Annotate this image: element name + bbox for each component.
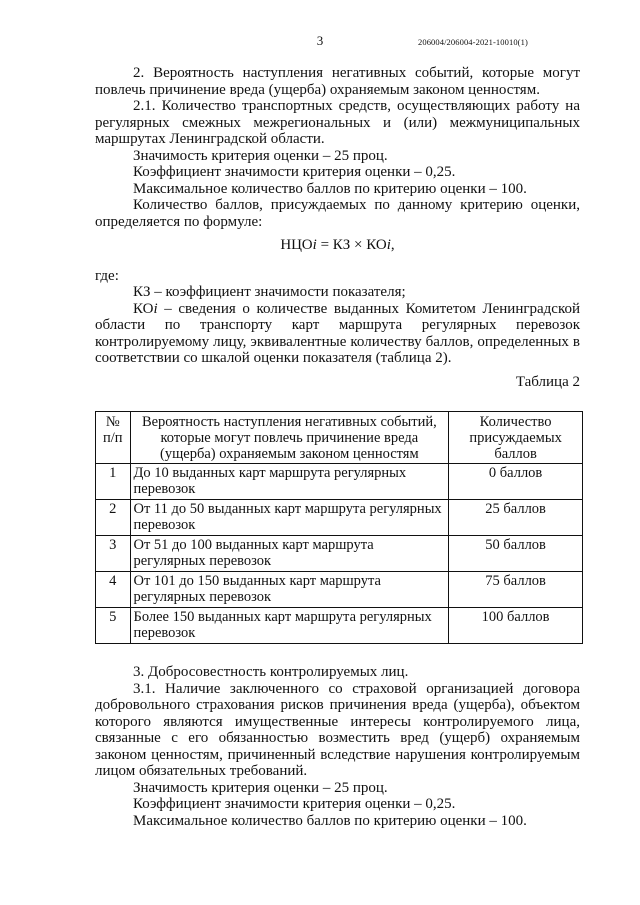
- document-code: 206004/206004-2021-10010(1): [418, 37, 528, 47]
- table-row: 5 Более 150 выданных карт маршрута регулярных перевозок 100 баллов: [96, 608, 583, 644]
- header-points: Количество присуждаемых баллов: [449, 412, 583, 464]
- section-3: [95, 664, 580, 829]
- header-desc: Вероятность наступления негативных событий, которые могут повлечь причинение вреда (ущерба) охраняемым законом ценностям: [130, 412, 449, 464]
- section-2-significance: Значимость критерия оценки – 25 проц.: [133, 147, 388, 164]
- header-num: № п/п: [96, 412, 131, 464]
- section-2-heading: 2. Вероятность наступления негативных событий, которые могут повлечь причинение вреда (ущерба) охраняемым законом ценностям.: [95, 65, 580, 98]
- table-row: 1 До 10 выданных карт маршрута регулярных перевозок 0 баллов: [96, 464, 583, 500]
- section-2-coefficient: Коэффициент значимости критерия оценки – 0,25.: [133, 164, 456, 180]
- section-2: [95, 65, 580, 390]
- kz-definition: КЗ – коэффициент значимости показателя;: [133, 284, 406, 300]
- section-3-max-points: Максимальное количество баллов по критерию оценки – 100.: [133, 812, 527, 829]
- table-caption: Таблица 2: [515, 373, 580, 390]
- table-row: 3 От 51 до 100 выданных карт маршрута регулярных перевозок 50 баллов: [96, 536, 583, 572]
- section-3-1-item: 3.1. Наличие заключенного со страховой организацией договора добровольного страхования рисков причинения вреда (ущерба), объектом которого являются имущественные интересы контролируемого лица, связанные с его обязанностью возместить вред (ущерб) охраняемым законом ценностям, причиненный вследствие нарушения контролируемым лицом обязательных требований.: [95, 680, 580, 779]
- section-3-coefficient: Коэффициент значимости критерия оценки – 0,25.: [133, 796, 456, 812]
- section-3-significance: Значимость критерия оценки – 25 проц.: [133, 779, 388, 796]
- section-3-heading: 3. Добросовестность контролируемых лиц.: [133, 664, 409, 680]
- table-header-row: [96, 412, 583, 464]
- table-row: 2 От 11 до 50 выданных карт маршрута регулярных перевозок 25 баллов: [96, 500, 583, 536]
- formula-intro: Количество баллов, присуждаемых по данному критерию оценки, определяется по формуле:: [95, 197, 580, 230]
- page-number: 3: [316, 33, 324, 48]
- table-row: 4 От 101 до 150 выданных карт маршрута регулярных перевозок 75 баллов: [96, 572, 583, 608]
- criteria-table: [95, 411, 583, 644]
- where-label: где:: [95, 267, 119, 284]
- section-2-max-points: Максимальное количество баллов по критерию оценки – 100.: [133, 180, 527, 197]
- section-2-1-item: 2.1. Количество транспортных средств, осуществляющих работу на регулярных смежных межрегиональных и (или) межмуниципальных маршрутах Ленинградской области.: [95, 98, 580, 147]
- formula: НЦОi = КЗ × КОi,: [280, 237, 395, 253]
- koi-definition: КОi – сведения о количестве выданных Комитетом Ленинградской области по транспорту карт маршрута регулярных перевозок контролируемому лицу, эквивалентные количеству баллов, определенных в соответствии со шкалой оценки показателя (таблица 2).: [95, 300, 580, 366]
